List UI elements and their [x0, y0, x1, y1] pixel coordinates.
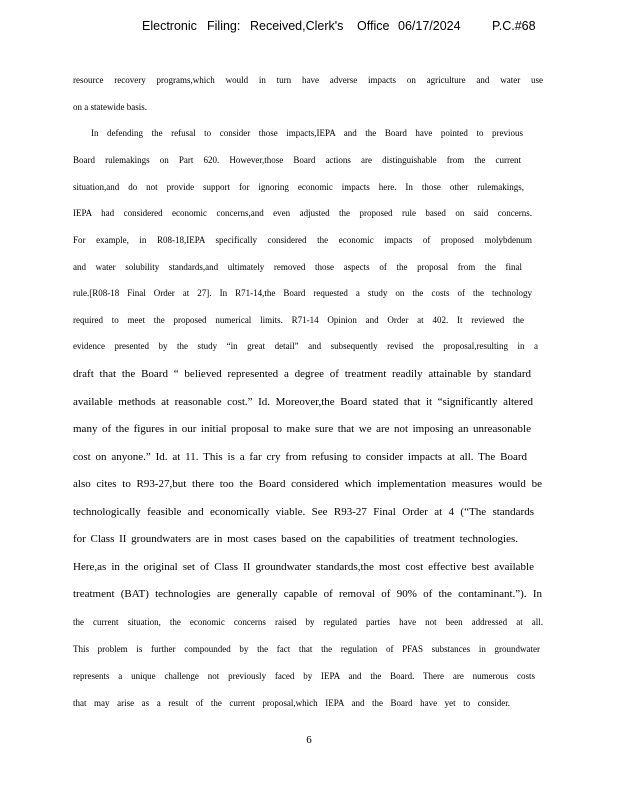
body-line: and water solubility standards,and ultimately removed those aspects of the proposal from the final	[73, 262, 522, 272]
body-line: on a statewide basis.	[73, 102, 147, 112]
header-date: 06/17/2024	[398, 19, 461, 33]
body-line: cost on anyone.” Id. at 11. This is a far cry from refusing to consider impacts at all. The Board	[73, 451, 527, 463]
body-line: Here,as in the original set of Class II groundwater standards,the most cost effective best available	[73, 561, 534, 573]
body-line: IEPA had considered economic concerns,and even adjusted the proposed rule based on said concerns.	[73, 208, 532, 218]
body-line: For example, in R08-18,IEPA specifically considered the economic impacts of proposed molybdenum	[73, 235, 532, 245]
body-line: technologically feasible and economically viable. See R93-27 Final Order at 4 (“The standards	[73, 506, 534, 518]
header-filing: Filing:	[207, 19, 241, 33]
body-line: treatment (BAT) technologies are generally capable of removal of 90% of the contaminant.”). In	[73, 588, 542, 600]
body-line: This problem is further compounded by the fact that the regulation of PFAS substances in groundwater	[73, 644, 540, 654]
body-line: the current situation, the economic concerns raised by regulated parties have not been addressed at all.	[73, 617, 543, 627]
body-line: required to meet the proposed numerical limits. R71-14 Opinion and Order at 402. It reviewed the	[73, 315, 524, 325]
body-line: In defending the refusal to consider those impacts,IEPA and the Board have pointed to previous	[91, 128, 523, 138]
body-line: that may arise as a result of the current proposal,which IEPA and the Board have yet to consider.	[73, 698, 510, 708]
body-line: draft that the Board “ believed represented a degree of treatment readily attainable by standard	[73, 368, 531, 380]
header-electronic: Electronic	[142, 19, 197, 33]
body-line: available methods at reasonable cost.” Id. Moreover,the Board stated that it “significantly altered	[73, 396, 533, 408]
body-line: situation,and do not provide support for ignoring economic impacts here. In those other rulemakings,	[73, 182, 524, 192]
body-line: rule.[R08-18 Final Order at 27]. In R71-14,the Board requested a study on the costs of the technology	[73, 288, 532, 298]
body-line: resource recovery programs,which would in turn have adverse impacts on agriculture and water use	[73, 75, 543, 85]
header-office: Office	[357, 19, 390, 33]
page-number: 6	[306, 734, 312, 746]
header-received: Received,Clerk's	[250, 19, 344, 33]
body-line: Board rulemakings on Part 620. However,those Board actions are distinguishable from the current	[73, 155, 521, 165]
body-line: evidence presented by the study “in great detail” and subsequently revised the proposal,resulting in a	[73, 341, 538, 351]
body-line: represents a unique challenge not previously faced by IEPA and the Board. There are numerous costs	[73, 671, 535, 681]
body-line: for Class II groundwaters are in most cases based on the capabilities of treatment technologies.	[73, 533, 518, 545]
body-line: also cites to R93-27,but there too the Board considered which implementation measures would be	[73, 478, 542, 490]
header-pc-number: P.C.#68	[492, 19, 536, 33]
body-line: many of the figures in our initial proposal to make sure that we are not imposing an unreasonable	[73, 423, 531, 435]
